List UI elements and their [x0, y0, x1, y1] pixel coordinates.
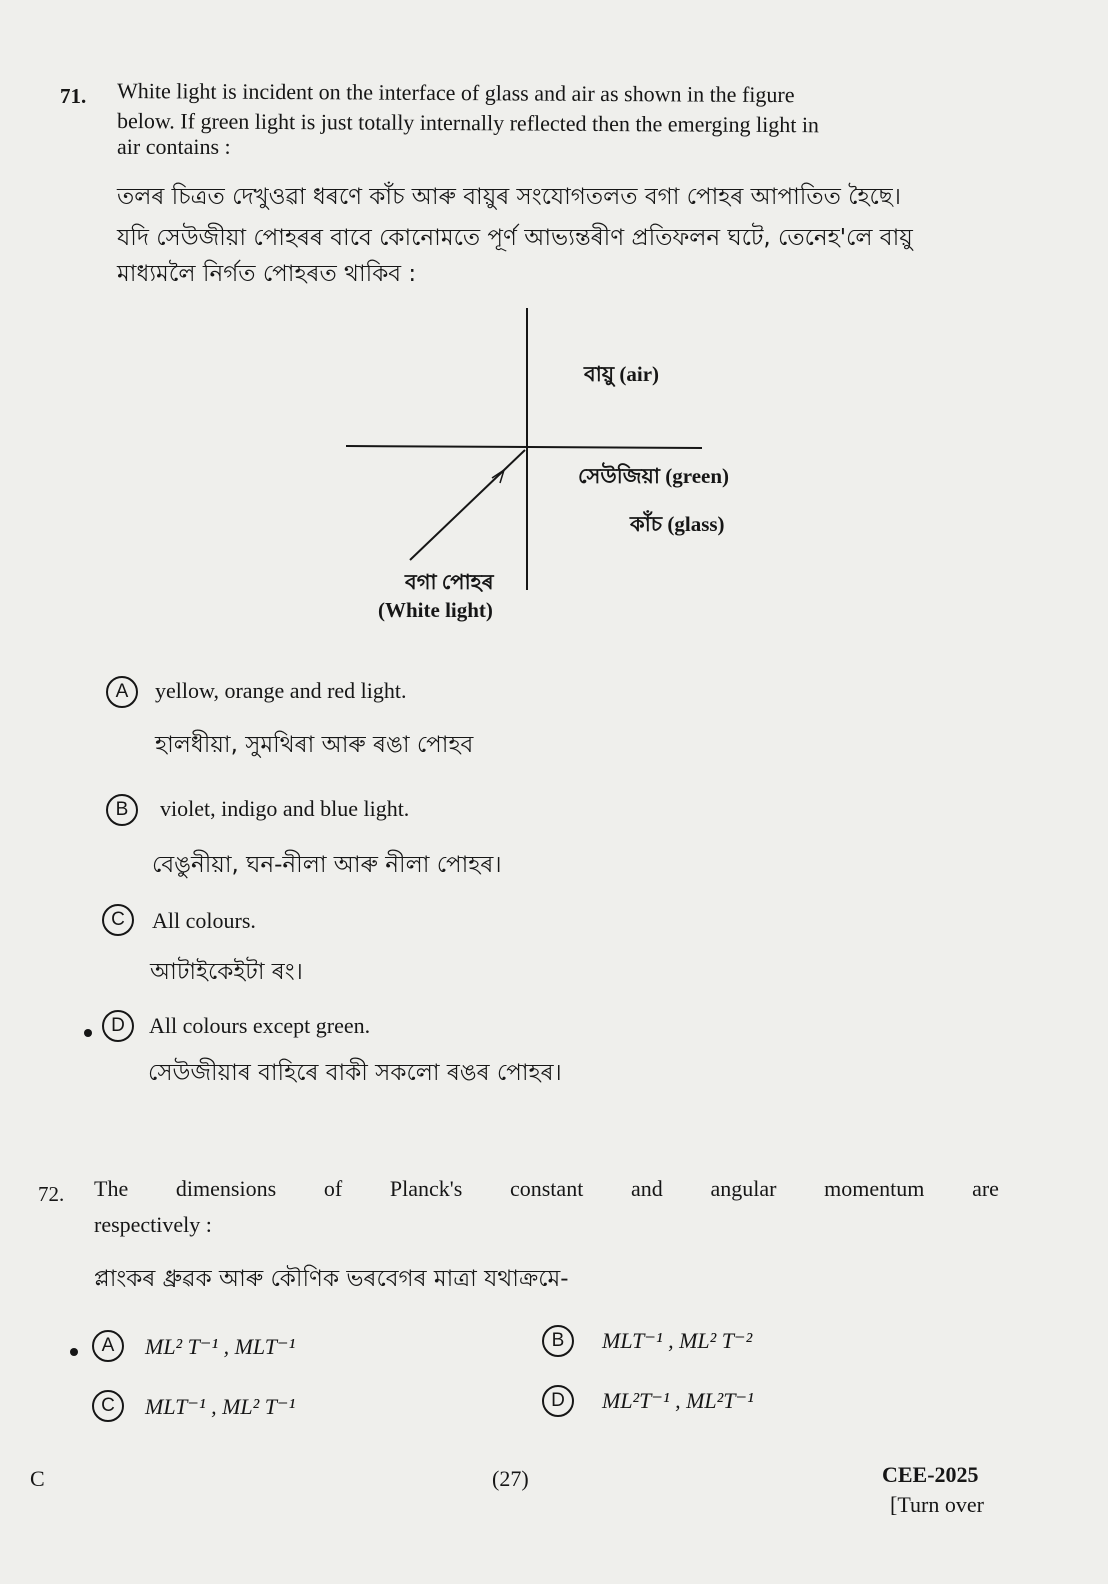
option-a-marker[interactable]: A — [92, 1330, 124, 1362]
footer-page-number: (27) — [492, 1466, 529, 1491]
option-b-marker[interactable]: B — [542, 1325, 574, 1357]
q71-option-b-en: violet, indigo and blue light. — [160, 796, 410, 821]
q72-option-d-text: ML²T⁻¹ , ML²T⁻¹ — [602, 1388, 754, 1413]
green-label: সেউজিয়া (green) — [578, 464, 730, 488]
footer-turn-over: [Turn over — [890, 1492, 984, 1517]
q71-assamese-line-2: যদি সেউজীয়া পোহৰৰ বাবে কোনোমতে পূৰ্ণ আভ্যন্তৰীণ প্ৰতিফলন ঘটে, তেনেহ'লে বায়ু — [117, 225, 913, 251]
q72-option-c-text: MLT⁻¹ , ML² T⁻¹ — [145, 1394, 296, 1419]
q71-text-line-3: air contains : — [117, 134, 231, 159]
q71-option-b-as: বেঙুনীয়া, ঘন-নীলা আৰু নীলা পোহৰ। — [152, 852, 502, 878]
white-light-label-as: বগা পোহৰ — [405, 570, 494, 594]
q72-text-line-2: respectively : — [94, 1212, 212, 1237]
q71-option-a-en: yellow, orange and red light. — [155, 678, 407, 703]
q71-option-a-as: হালধীয়া, সুমথিৰা আৰু ৰঙা পোহব — [155, 732, 474, 758]
q72-word: Planck's — [389, 1176, 463, 1201]
q72-option-b-text: MLT⁻¹ , ML² T⁻² — [602, 1328, 753, 1353]
q71-option-c-as: আটাইকেইটা ৰং। — [150, 959, 303, 985]
q71-text-line-1: White light is incident on the interface of glass and air as shown in the figure — [116, 78, 795, 108]
q72-text-line-1 — [94, 1176, 999, 1202]
q72-number: 72. — [38, 1182, 65, 1206]
option-c-marker[interactable]: C — [102, 904, 134, 936]
glass-label: কাঁচ (glass) — [630, 512, 725, 536]
air-label: বায়ু (air) — [584, 362, 660, 386]
q71-option-c-en: All colours. — [152, 908, 256, 933]
footer-exam-code: CEE-2025 — [882, 1462, 979, 1487]
q72-word: angular — [710, 1176, 777, 1201]
q72-word: The — [94, 1176, 129, 1201]
answer-mark-dot — [84, 1029, 92, 1037]
q72-word: are — [972, 1176, 999, 1201]
interface-line — [346, 446, 702, 448]
option-d-marker[interactable]: D — [542, 1385, 574, 1417]
q72-word: dimensions — [175, 1176, 277, 1201]
q72-assamese: প্লাংকৰ ধ্ৰুৱক আৰু কৌণিক ভৰবেগৰ মাত্ৰা যথাক্ৰমে- — [94, 1266, 569, 1292]
option-a-marker[interactable]: A — [106, 676, 138, 708]
q72-word: of — [323, 1176, 343, 1201]
incident-ray — [410, 450, 525, 560]
q71-number: 71. — [60, 84, 87, 108]
q71-option-d-en: All colours except green. — [149, 1013, 371, 1038]
option-b-marker[interactable]: B — [106, 794, 138, 826]
q72-word: and — [631, 1176, 663, 1201]
refraction-figure — [340, 300, 760, 600]
q71-option-d-as: সেউজীয়াৰ বাহিৰে বাকী সকলো ৰঙৰ পোহৰ। — [148, 1060, 562, 1086]
q72-word: constant — [509, 1176, 584, 1201]
q72-option-a-text: ML² T⁻¹ , MLT⁻¹ — [145, 1334, 296, 1359]
option-d-marker[interactable]: D — [102, 1010, 134, 1042]
answer-mark-dot — [70, 1348, 78, 1356]
footer-booklet-series: C — [30, 1466, 45, 1491]
option-c-marker[interactable]: C — [92, 1390, 124, 1422]
q71-text-line-2: below. If green light is just totally internally reflected then the emerging light in — [116, 108, 820, 138]
q71-assamese-line-1: তলৰ চিত্ৰত দেখুওৱা ধৰণে কাঁচ আৰু বায়ুৰ সংযোগতলত বগা পোহৰ আপাতিত হৈছে। — [117, 184, 901, 210]
q72-word: momentum — [824, 1176, 925, 1201]
q71-assamese-line-3: মাধ্যমলৈ নিৰ্গত পোহৰত থাকিব : — [117, 261, 417, 287]
white-light-label-en: (White light) — [378, 598, 493, 622]
